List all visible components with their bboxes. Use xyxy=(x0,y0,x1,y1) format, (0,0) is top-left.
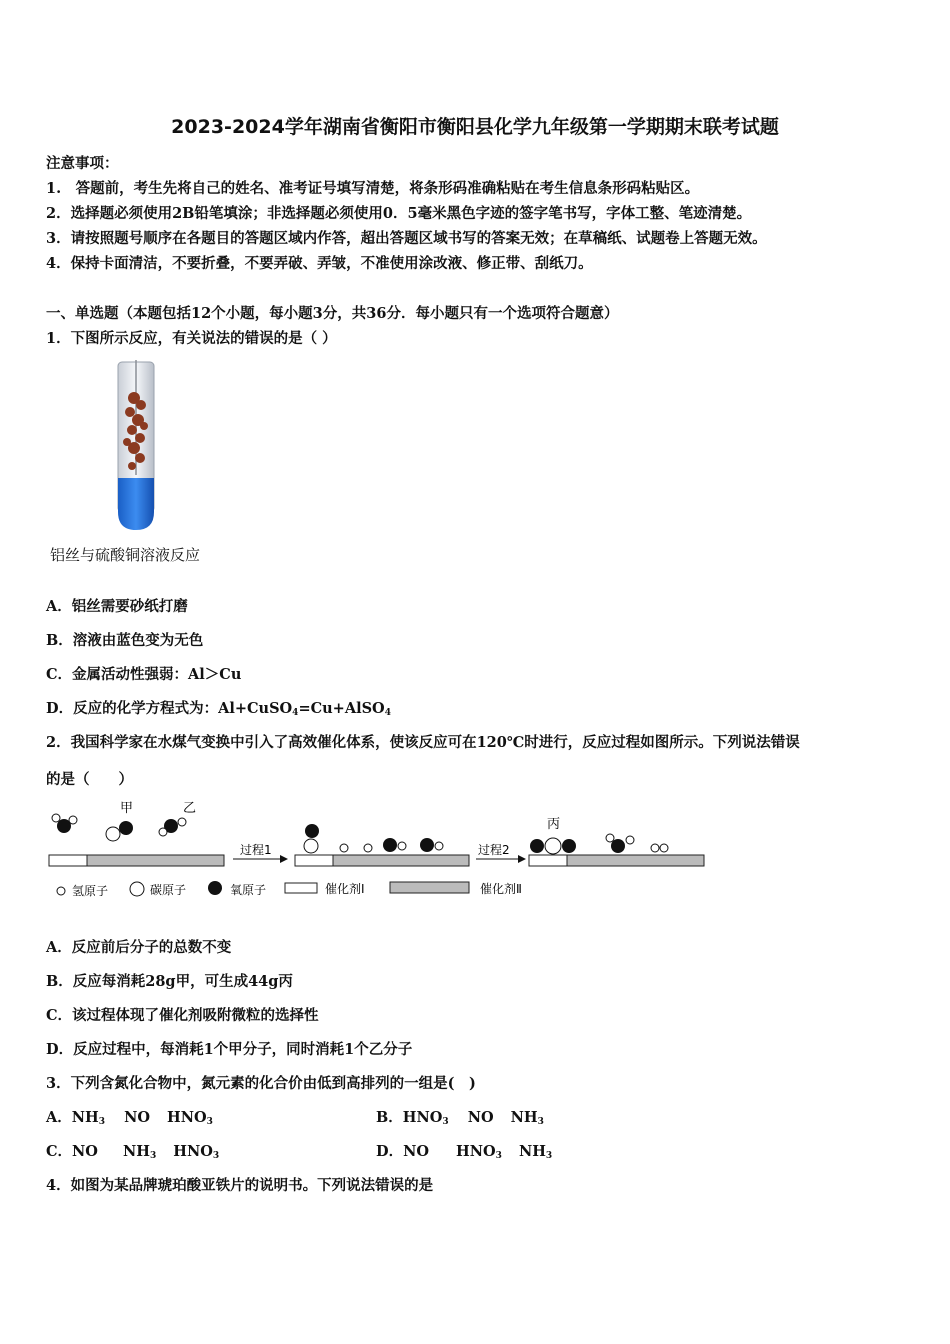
hydrogen-atom xyxy=(364,844,372,852)
hydrogen-atom xyxy=(660,844,668,852)
q3-option-c: C．NO $NH_3$ $HNO_3$ xyxy=(46,1143,220,1161)
label-bing: 丙 xyxy=(547,817,561,832)
notice-heading: 注意事项： xyxy=(46,155,119,172)
q1-image-caption: 铝丝与硫酸铜溶液反应 xyxy=(50,546,201,564)
q2-option-b: B．反应每消耗28g甲，可生成44g丙 xyxy=(46,973,293,990)
carbon-atom xyxy=(545,838,561,854)
oxygen-atom xyxy=(530,839,544,853)
hydrogen-atom xyxy=(340,844,348,852)
hydrogen-atom xyxy=(626,836,634,844)
q4-stem: 4．如图为某品牌琥珀酸亚铁片的说明书。下列说法错误的是 xyxy=(46,1177,434,1194)
notice-item: 4．保持卡面清洁，不要折叠，不要弄破、弄皱，不准使用涂改液、修正带、刮纸刀。 xyxy=(46,255,593,272)
q3-option-b: B．$HNO_3$ NO $NH_3$ xyxy=(376,1109,544,1127)
q2-stem-line1: 2．我国科学家在水煤气变换中引入了高效催化体系，使该反应可在120℃时进行，反应过程如图所示。下列说法错误 xyxy=(46,734,800,751)
notice-item: 2．选择题必须使用2B铅笔填涂；非选择题必须使用0．5毫米黑色字迹的签字笔书写，字体工整、笔迹清楚。 xyxy=(46,205,752,222)
q1-option-a: A．铝丝需要砂纸打磨 xyxy=(46,598,188,615)
legend-hydrogen: 氢原子 xyxy=(72,884,109,898)
hydrogen-atom xyxy=(159,828,167,836)
oxygen-atom xyxy=(119,821,133,835)
q3-option-a: A．$NH_3$ NO $HNO_3$ xyxy=(46,1109,213,1127)
hydrogen-atom xyxy=(606,834,614,842)
hydrogen-atom xyxy=(178,818,186,826)
catalyst-2 xyxy=(567,855,704,866)
q2-stem-line2: 的是（ ） xyxy=(46,771,133,788)
hydrogen-atom xyxy=(398,842,406,850)
catalyst-1 xyxy=(49,855,87,866)
q1-stem: 1．下图所示反应，有关说法的错误的是（ ） xyxy=(46,330,337,347)
label-process-1: 过程1 xyxy=(240,843,272,857)
carbon-atom xyxy=(106,827,120,841)
oxygen-atom xyxy=(383,838,397,852)
reaction-process-diagram xyxy=(40,796,720,904)
q2-option-a: A．反应前后分子的总数不变 xyxy=(46,939,232,956)
exam-title: 2023-2024学年湖南省衡阳市衡阳县化学九年级第一学期期末联考试题 xyxy=(171,116,779,138)
oxygen-atom xyxy=(562,839,576,853)
q3-option-d: D．NO $HNO_3$ $NH_3$ xyxy=(376,1143,553,1161)
catalyst-1 xyxy=(295,855,333,866)
hydrogen-atom xyxy=(69,816,77,824)
legend-catalyst-1: 催化剂Ⅰ xyxy=(325,882,365,896)
catalyst-2 xyxy=(333,855,469,866)
q3-stem: 3．下列含氮化合物中，氮元素的化合价由低到高排列的一组是( ) xyxy=(46,1075,476,1092)
label-yi: 乙 xyxy=(183,801,197,816)
catalyst-1 xyxy=(529,855,567,866)
legend-catalyst-2: 催化剂Ⅱ xyxy=(480,882,522,896)
q1-option-d: D．反应的化学方程式为：Al+CuSO$_4$=Cu+AlSO$_4$ xyxy=(46,700,391,718)
q1-option-c: C．金属活动性强弱：Al＞Cu xyxy=(46,666,242,683)
hydrogen-atom xyxy=(52,814,60,822)
test-tube-image xyxy=(110,360,170,535)
q2-option-c: C．该过程体现了催化剂吸附微粒的选择性 xyxy=(46,1007,319,1024)
hydrogen-atom xyxy=(651,844,659,852)
hydrogen-atom xyxy=(435,842,443,850)
notice-item: 1. 答题前，考生先将自己的姓名、准考证号填写清楚，将条形码准确粘贴在考生信息条形码粘贴区。 xyxy=(46,180,700,197)
carbon-atom xyxy=(304,839,318,853)
q1-option-b: B．溶液由蓝色变为无色 xyxy=(46,632,204,649)
section-heading: 一、单选题（本题包括12个小题，每小题3分，共36分．每小题只有一个选项符合题意） xyxy=(46,305,619,322)
oxygen-atom xyxy=(305,824,319,838)
label-jia: 甲 xyxy=(120,801,134,816)
notice-item: 3．请按照题号顺序在各题目的答题区域内作答，超出答题区域书写的答案无效；在草稿纸、试题卷上答题无效。 xyxy=(46,230,767,247)
catalyst-2 xyxy=(87,855,224,866)
legend-oxygen: 氧原子 xyxy=(230,883,267,897)
legend-carbon: 碳原子 xyxy=(150,883,187,897)
label-process-2: 过程2 xyxy=(478,843,510,857)
q2-option-d: D．反应过程中，每消耗1个甲分子，同时消耗1个乙分子 xyxy=(46,1041,413,1058)
oxygen-atom xyxy=(420,838,434,852)
